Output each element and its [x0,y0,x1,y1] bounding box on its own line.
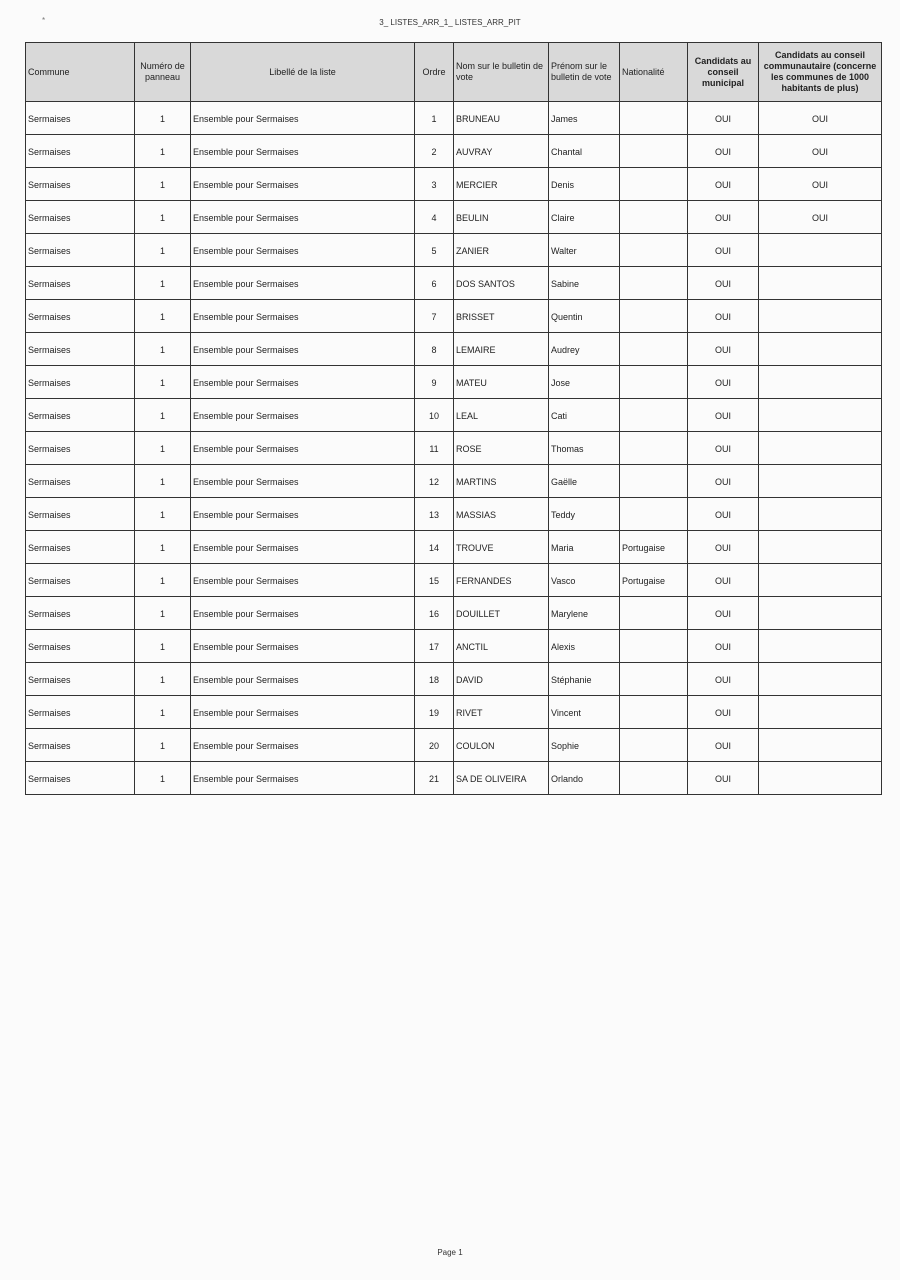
cell-numero-panneau: 1 [135,762,191,795]
cell-numero-panneau: 1 [135,630,191,663]
cell-prenom: Alexis [549,630,620,663]
cell-nationalite [620,630,688,663]
cell-libelle-liste: Ensemble pour Sermaises [191,201,415,234]
cell-ordre: 1 [415,102,454,135]
cell-conseil-municipal: OUI [688,333,759,366]
cell-numero-panneau: 1 [135,333,191,366]
cell-nationalite [620,597,688,630]
header-conseil-communautaire: Candidats au conseil communautaire (concerne les communes de 1000 habitants de plus) [759,43,882,102]
corner-mark: * [42,16,46,25]
cell-nationalite: Portugaise [620,531,688,564]
cell-ordre: 16 [415,597,454,630]
cell-numero-panneau: 1 [135,399,191,432]
table-row [26,498,882,531]
cell-nom: SA DE OLIVEIRA [454,762,549,795]
cell-ordre: 5 [415,234,454,267]
header-nationalite: Nationalité [620,43,688,102]
cell-prenom: Gaëlle [549,465,620,498]
cell-commune: Sermaises [26,102,135,135]
cell-commune: Sermaises [26,630,135,663]
cell-ordre: 3 [415,168,454,201]
header-ordre: Ordre [415,43,454,102]
cell-libelle-liste: Ensemble pour Sermaises [191,498,415,531]
cell-commune: Sermaises [26,333,135,366]
cell-conseil-municipal: OUI [688,432,759,465]
cell-numero-panneau: 1 [135,201,191,234]
cell-prenom: Marylene [549,597,620,630]
header-numero-panneau: Numéro de panneau [135,43,191,102]
cell-conseil-municipal: OUI [688,564,759,597]
cell-conseil-communautaire [759,729,882,762]
page-footer: Page 1 [437,1248,463,1257]
cell-prenom: Stéphanie [549,663,620,696]
cell-commune: Sermaises [26,762,135,795]
cell-nationalite [620,663,688,696]
cell-ordre: 14 [415,531,454,564]
cell-commune: Sermaises [26,696,135,729]
cell-nom: DOUILLET [454,597,549,630]
table-row [26,597,882,630]
cell-libelle-liste: Ensemble pour Sermaises [191,597,415,630]
cell-prenom: Chantal [549,135,620,168]
cell-numero-panneau: 1 [135,564,191,597]
cell-prenom: Walter [549,234,620,267]
cell-conseil-communautaire: OUI [759,135,882,168]
table-row [26,102,882,135]
cell-conseil-communautaire [759,366,882,399]
cell-commune: Sermaises [26,465,135,498]
header-nom: Nom sur le bulletin de vote [454,43,549,102]
cell-prenom: Thomas [549,432,620,465]
cell-ordre: 9 [415,366,454,399]
cell-commune: Sermaises [26,135,135,168]
cell-conseil-communautaire [759,564,882,597]
cell-conseil-municipal: OUI [688,366,759,399]
cell-ordre: 15 [415,564,454,597]
cell-numero-panneau: 1 [135,465,191,498]
table-row [26,135,882,168]
cell-conseil-communautaire [759,432,882,465]
header-conseil-municipal: Candidats au conseil municipal [688,43,759,102]
cell-numero-panneau: 1 [135,135,191,168]
cell-prenom: Vasco [549,564,620,597]
header-commune: Commune [26,43,135,102]
cell-nom: BRUNEAU [454,102,549,135]
cell-numero-panneau: 1 [135,300,191,333]
table-row [26,663,882,696]
cell-nationalite [620,201,688,234]
cell-nom: DAVID [454,663,549,696]
candidates-table [25,42,882,795]
cell-commune: Sermaises [26,432,135,465]
cell-nom: ZANIER [454,234,549,267]
table-row [26,201,882,234]
cell-libelle-liste: Ensemble pour Sermaises [191,465,415,498]
cell-conseil-municipal: OUI [688,300,759,333]
cell-commune: Sermaises [26,564,135,597]
cell-nationalite [620,366,688,399]
cell-numero-panneau: 1 [135,267,191,300]
cell-numero-panneau: 1 [135,729,191,762]
cell-conseil-municipal: OUI [688,267,759,300]
cell-conseil-municipal: OUI [688,531,759,564]
cell-conseil-communautaire [759,597,882,630]
table-row [26,234,882,267]
table-row [26,564,882,597]
cell-ordre: 21 [415,762,454,795]
cell-conseil-communautaire [759,399,882,432]
table-row [26,399,882,432]
cell-libelle-liste: Ensemble pour Sermaises [191,531,415,564]
cell-conseil-communautaire [759,300,882,333]
cell-nom: LEMAIRE [454,333,549,366]
cell-nom: BEULIN [454,201,549,234]
cell-libelle-liste: Ensemble pour Sermaises [191,300,415,333]
cell-ordre: 8 [415,333,454,366]
cell-commune: Sermaises [26,267,135,300]
cell-nationalite [620,102,688,135]
cell-ordre: 12 [415,465,454,498]
cell-conseil-municipal: OUI [688,234,759,267]
cell-numero-panneau: 1 [135,531,191,564]
cell-nom: LEAL [454,399,549,432]
table-body [26,102,882,795]
cell-numero-panneau: 1 [135,597,191,630]
cell-conseil-communautaire [759,762,882,795]
cell-nom: COULON [454,729,549,762]
cell-nom: MATEU [454,366,549,399]
cell-numero-panneau: 1 [135,168,191,201]
cell-prenom: Denis [549,168,620,201]
cell-conseil-communautaire [759,333,882,366]
cell-commune: Sermaises [26,531,135,564]
cell-nationalite [620,333,688,366]
cell-prenom: Orlando [549,762,620,795]
cell-libelle-liste: Ensemble pour Sermaises [191,630,415,663]
table-row [26,168,882,201]
cell-conseil-municipal: OUI [688,465,759,498]
cell-nom: MARTINS [454,465,549,498]
cell-numero-panneau: 1 [135,234,191,267]
cell-conseil-communautaire [759,531,882,564]
cell-conseil-municipal: OUI [688,399,759,432]
cell-prenom: Cati [549,399,620,432]
cell-nom: MERCIER [454,168,549,201]
cell-commune: Sermaises [26,498,135,531]
cell-prenom: Audrey [549,333,620,366]
cell-libelle-liste: Ensemble pour Sermaises [191,135,415,168]
cell-numero-panneau: 1 [135,696,191,729]
cell-ordre: 4 [415,201,454,234]
cell-nationalite [620,135,688,168]
cell-ordre: 2 [415,135,454,168]
cell-nom: BRISSET [454,300,549,333]
cell-prenom: Maria [549,531,620,564]
cell-prenom: James [549,102,620,135]
cell-nationalite [620,465,688,498]
cell-prenom: Vincent [549,696,620,729]
cell-numero-panneau: 1 [135,366,191,399]
cell-conseil-municipal: OUI [688,729,759,762]
cell-ordre: 13 [415,498,454,531]
cell-numero-panneau: 1 [135,432,191,465]
cell-commune: Sermaises [26,201,135,234]
header-row [26,43,882,102]
cell-conseil-municipal: OUI [688,168,759,201]
cell-commune: Sermaises [26,234,135,267]
header-libelle-liste: Libellé de la liste [191,43,415,102]
cell-conseil-communautaire [759,498,882,531]
cell-libelle-liste: Ensemble pour Sermaises [191,168,415,201]
table-row [26,531,882,564]
cell-nationalite [620,696,688,729]
cell-commune: Sermaises [26,300,135,333]
table-row [26,300,882,333]
cell-prenom: Claire [549,201,620,234]
cell-nationalite [620,300,688,333]
cell-nationalite [620,762,688,795]
cell-commune: Sermaises [26,597,135,630]
header-prenom: Prénom sur le bulletin de vote [549,43,620,102]
cell-ordre: 7 [415,300,454,333]
cell-nom: TROUVE [454,531,549,564]
cell-prenom: Teddy [549,498,620,531]
cell-numero-panneau: 1 [135,663,191,696]
cell-conseil-communautaire [759,696,882,729]
cell-nationalite [620,729,688,762]
cell-numero-panneau: 1 [135,102,191,135]
table-row [26,762,882,795]
table-row [26,729,882,762]
cell-conseil-municipal: OUI [688,135,759,168]
cell-prenom: Quentin [549,300,620,333]
cell-libelle-liste: Ensemble pour Sermaises [191,399,415,432]
table-row [26,630,882,663]
cell-nationalite [620,168,688,201]
cell-nom: MASSIAS [454,498,549,531]
page-header-title: 3_ LISTES_ARR_1_ LISTES_ARR_PIT [379,18,521,27]
cell-libelle-liste: Ensemble pour Sermaises [191,696,415,729]
cell-conseil-communautaire: OUI [759,201,882,234]
cell-conseil-municipal: OUI [688,696,759,729]
cell-nom: ANCTIL [454,630,549,663]
cell-libelle-liste: Ensemble pour Sermaises [191,102,415,135]
cell-conseil-communautaire [759,663,882,696]
cell-ordre: 18 [415,663,454,696]
cell-ordre: 10 [415,399,454,432]
cell-conseil-communautaire: OUI [759,168,882,201]
cell-ordre: 11 [415,432,454,465]
cell-conseil-communautaire [759,465,882,498]
cell-ordre: 19 [415,696,454,729]
cell-conseil-municipal: OUI [688,663,759,696]
cell-commune: Sermaises [26,399,135,432]
cell-conseil-communautaire [759,630,882,663]
cell-libelle-liste: Ensemble pour Sermaises [191,432,415,465]
cell-libelle-liste: Ensemble pour Sermaises [191,366,415,399]
cell-commune: Sermaises [26,663,135,696]
cell-conseil-municipal: OUI [688,498,759,531]
table-row [26,333,882,366]
cell-conseil-communautaire [759,234,882,267]
cell-libelle-liste: Ensemble pour Sermaises [191,234,415,267]
table-row [26,366,882,399]
cell-nationalite [620,498,688,531]
cell-conseil-municipal: OUI [688,597,759,630]
cell-conseil-communautaire: OUI [759,102,882,135]
cell-prenom: Jose [549,366,620,399]
cell-conseil-municipal: OUI [688,201,759,234]
cell-nom: DOS SANTOS [454,267,549,300]
cell-nom: AUVRAY [454,135,549,168]
cell-commune: Sermaises [26,168,135,201]
table-row [26,465,882,498]
cell-conseil-municipal: OUI [688,762,759,795]
cell-nom: ROSE [454,432,549,465]
cell-nationalite [620,267,688,300]
cell-numero-panneau: 1 [135,498,191,531]
cell-conseil-municipal: OUI [688,630,759,663]
cell-nationalite [620,234,688,267]
cell-nationalite [620,399,688,432]
table-row [26,696,882,729]
cell-libelle-liste: Ensemble pour Sermaises [191,762,415,795]
cell-ordre: 6 [415,267,454,300]
cell-libelle-liste: Ensemble pour Sermaises [191,663,415,696]
cell-ordre: 17 [415,630,454,663]
cell-libelle-liste: Ensemble pour Sermaises [191,564,415,597]
cell-commune: Sermaises [26,366,135,399]
table-row [26,432,882,465]
table-row [26,267,882,300]
cell-nom: FERNANDES [454,564,549,597]
cell-libelle-liste: Ensemble pour Sermaises [191,267,415,300]
cell-nationalite [620,432,688,465]
cell-commune: Sermaises [26,729,135,762]
cell-nationalite: Portugaise [620,564,688,597]
cell-conseil-municipal: OUI [688,102,759,135]
cell-nom: RIVET [454,696,549,729]
cell-libelle-liste: Ensemble pour Sermaises [191,729,415,762]
cell-conseil-communautaire [759,267,882,300]
cell-libelle-liste: Ensemble pour Sermaises [191,333,415,366]
cell-prenom: Sophie [549,729,620,762]
cell-prenom: Sabine [549,267,620,300]
table-header [26,43,882,102]
cell-ordre: 20 [415,729,454,762]
